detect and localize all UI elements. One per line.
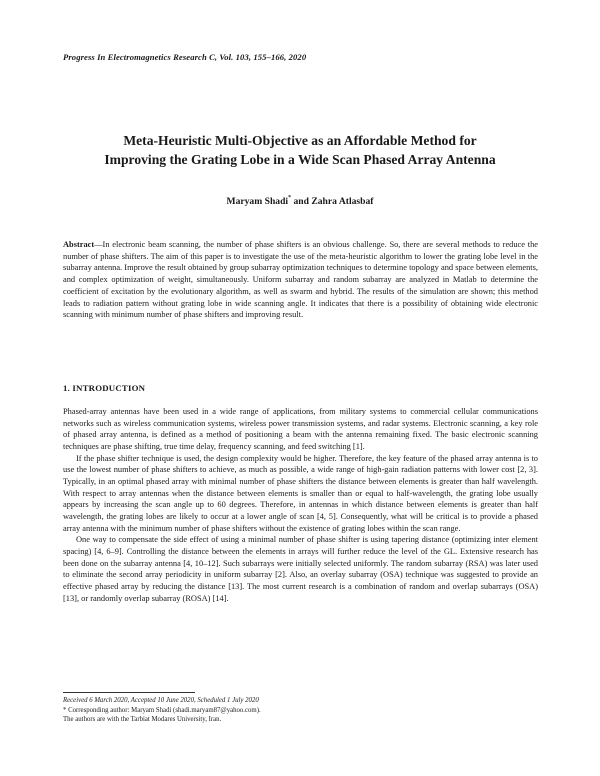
author-first: Maryam Shadi (226, 196, 289, 207)
author-connector: and (291, 196, 312, 207)
journal-header: Progress In Electromagnetics Research C, Vol. 103, 155–166, 2020 (63, 52, 307, 62)
corresponding-mark: * (288, 194, 292, 201)
title-line-1: Meta-Heuristic Multi-Objective as an Affordable Method for (123, 133, 477, 148)
section-body (63, 406, 538, 604)
paragraph-2: If the phase shifter technique is used, the design complexity would be higher. Therefore, the key feature of the phased array antenna is to use the lowest number of phase shifters to achieve, as much as possible, a wide range of high-gain radiation patterns with lower cost [2, 3]. Typically, in an optimal phased array with minimal number of phase shifters the distance between elements is greater than half wavelength. With respect to array antennas when the distance between elements is smaller than or equal to half-wavelength, the grating lobe usually appears by increasing the scan angle up to 60 degrees. Therefore, in antennas in which distance between elements is greater than half wavelength, the grating lobes are likely to occur at a lower angle of scan [4, 5]. Consequently, what will be critical is to provide a phased array antenna with the minimum number of phase shifters without the existence of grating lobes within the scan range. (63, 453, 538, 533)
paragraph-3: One way to compensate the side effect of using a minimal number of phase shifter is using tapering distance (optimizing inter element spacing) [4, 6–9]. Controlling the distance between the elements in arrays will further reduce the level of the GL. Extensive research has been done on the subarray antenna [4, 10–12]. Such subarrays were initially selected uniformly. The random subarray (RSA) was later used to eliminate the second array periodicity in uniform subarray [2]. Also, an overlay subarray (OSA) technique was suggested to provide an effective phased array by reducing the distance [13]. The most current research is a combination of random and overlap subarrays (OSA) [13], or randomly overlap subarray (ROSA) [14]. (63, 535, 538, 603)
paragraph-1: Phased-array antennas have been used in a wide range of applications, from military systems to commercial cellular communications networks such as wireless communication systems, wireless power transmission systems, and radar systems. Electronic scanning, a key role of phased array antenna, is defined as a method of positioning a beam with the antenna remaining fixed. The basic electronic scanning techniques are phase shifting, true time delay, frequency scanning, and feed switching [1]. (63, 407, 538, 451)
section-heading: 1. INTRODUCTION (63, 383, 146, 393)
author-second: Zahra Atlasbaf (311, 196, 374, 207)
paper-title (40, 131, 560, 169)
abstract-label: Abstract (63, 240, 95, 249)
footnote-rule (63, 692, 195, 693)
abstract-text: —In electronic beam scanning, the number of phase shifters is an obvious challenge. So, there are several methods to reduce the number of phase shifters. The aim of this paper is to investigate the use of the meta-heuristic algorithm to lower the grating lobe level in the subarray antenna. Improve the result obtained by group subarray optimization techniques to determine topology and space between elements, and complex optimization of weight, simultaneously. Uniform subarray and random subarray are analyzed in Matlab to determine the coefficient of excitation by the evolutionary algorithm, as well as swarm and hybrid. The results of the simulation are shown; this method leads to radiation pattern without grating lobe in wide scanning angle. It indicates that there is a possibility of obtaining wide electronic scanning with minimum number of phase shifters and improving result. (63, 240, 538, 320)
author-list (40, 196, 560, 207)
title-line-2: Improving the Grating Lobe in a Wide Scan Phased Array Antenna (104, 152, 496, 167)
abstract (63, 239, 538, 321)
footnote-affiliation: The authors are with the Tarbiat Modares University, Iran. (63, 716, 222, 724)
footnotes (63, 692, 543, 725)
footnote-received: Received 6 March 2020, Accepted 10 June 2020, Scheduled 1 July 2020 (63, 697, 259, 704)
footnote-corresponding: * Corresponding author: Maryam Shadi (shadi.maryam87@yahoo.com). (63, 706, 261, 714)
